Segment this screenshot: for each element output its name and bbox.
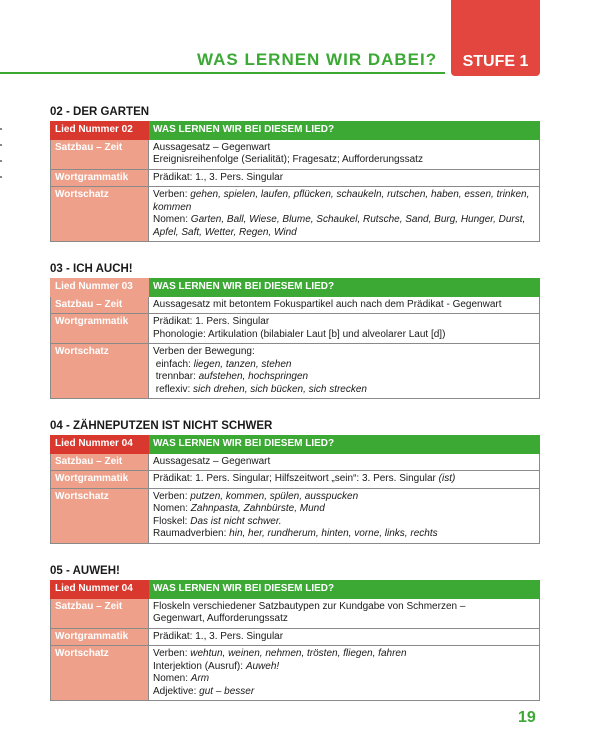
row-label-wortschatz: Wortschatz bbox=[51, 344, 149, 399]
row-label-satzbau: Satzbau – Zeit bbox=[51, 598, 149, 628]
wortschatz-value: Verben der Bewegung: einfach: liegen, tanzen, stehen trennbar: aufstehen, hochspringen reflexiv: sich drehen, sich bücken, sich strecken bbox=[149, 344, 540, 399]
stufe-badge bbox=[451, 0, 540, 76]
wortschatz-value: Verben: wehtun, weinen, nehmen, trösten, fliegen, fahren Interjektion (Ausruf): Auweh! Nomen: Arm Adjektive: gut – besser bbox=[149, 646, 540, 701]
section-title: 05 - AUWEH! bbox=[50, 565, 120, 577]
row-label-wortgrammatik: Wortgrammatik bbox=[51, 471, 149, 489]
wortschatz-value: Verben: putzen, kommen, spülen, ausspucken Nomen: Zahnpasta, Zahnbürste, Mund Floskel: Das ist nicht schwer. Raumadverbien: hin, her, rundherum, hinten, vorne, links, rechts bbox=[149, 488, 540, 543]
row-label-satzbau: Satzbau – Zeit bbox=[51, 296, 149, 314]
stufe-label: STUFE 1 bbox=[462, 53, 529, 70]
lied-number: Lied Nummer 02 bbox=[51, 122, 149, 140]
satzbau-value: Aussagesatz – Gegenwart Ereignisreihenfolge (Serialität); Fragesatz; Aufforderungssatz bbox=[149, 139, 540, 169]
row-label-satzbau: Satzbau – Zeit bbox=[51, 139, 149, 169]
lesson-table bbox=[50, 580, 540, 701]
wortgrammatik-value: Prädikat: 1. Pers. Singular; Hilfszeitwort „sein“: 3. Pers. Singular (ist) bbox=[149, 471, 540, 489]
section-title: 02 - DER GARTEN bbox=[50, 106, 150, 118]
section-title: 04 - ZÄHNEPUTZEN IST NICHT SCHWER bbox=[50, 420, 273, 432]
question-header: WAS LERNEN WIR BEI DIESEM LIED? bbox=[149, 122, 540, 140]
row-label-wortgrammatik: Wortgrammatik bbox=[51, 628, 149, 646]
question-header: WAS LERNEN WIR BEI DIESEM LIED? bbox=[149, 436, 540, 454]
section-02 bbox=[50, 106, 540, 242]
wortgrammatik-value: Prädikat: 1. Pers. Singular Phonologie: Artikulation (bilabialer Laut [b] und alveolarer Laut [d]) bbox=[149, 314, 540, 344]
lied-number: Lied Nummer 03 bbox=[51, 279, 149, 297]
question-header: WAS LERNEN WIR BEI DIESEM LIED? bbox=[149, 279, 540, 297]
row-label-wortgrammatik: Wortgrammatik bbox=[51, 169, 149, 187]
lesson-table bbox=[50, 278, 540, 399]
row-label-satzbau: Satzbau – Zeit bbox=[51, 453, 149, 471]
row-label-wortgrammatik: Wortgrammatik bbox=[51, 314, 149, 344]
wortgrammatik-value: Prädikat: 1., 3. Pers. Singular bbox=[149, 628, 540, 646]
header-rule bbox=[0, 72, 445, 74]
section-05 bbox=[50, 565, 540, 701]
question-header: WAS LERNEN WIR BEI DIESEM LIED? bbox=[149, 581, 540, 599]
page-number: 19 bbox=[518, 709, 536, 726]
satzbau-value: Aussagesatz mit betontem Fokuspartikel auch nach dem Prädikat - Gegenwart bbox=[149, 296, 540, 314]
section-title: 03 - ICH AUCH! bbox=[50, 263, 133, 275]
lied-number: Lied Nummer 04 bbox=[51, 436, 149, 454]
lesson-table bbox=[50, 435, 540, 544]
page-header-title: WAS LERNEN WIR DABEI? bbox=[197, 50, 438, 69]
margin-dots bbox=[0, 128, 2, 188]
row-label-wortschatz: Wortschatz bbox=[51, 646, 149, 701]
satzbau-value: Floskeln verschiedener Satzbautypen zur Kundgabe von Schmerzen – Gegenwart, Aufforderungssatz bbox=[149, 598, 540, 628]
lesson-table bbox=[50, 121, 540, 242]
row-label-wortschatz: Wortschatz bbox=[51, 187, 149, 242]
wortschatz-value: Verben: gehen, spielen, laufen, pflücken, schaukeln, rutschen, haben, essen, trinken, kommen Nomen: Garten, Ball, Wiese, Blume, Schaukel, Rutsche, Sand, Burg, Hunger, Durst, Apfel, Saft, Wetter, Regen, Wind bbox=[149, 187, 540, 242]
row-label-wortschatz: Wortschatz bbox=[51, 488, 149, 543]
section-04 bbox=[50, 420, 540, 544]
satzbau-value: Aussagesatz – Gegenwart bbox=[149, 453, 540, 471]
section-03 bbox=[50, 263, 540, 399]
wortgrammatik-value: Prädikat: 1., 3. Pers. Singular bbox=[149, 169, 540, 187]
lied-number: Lied Nummer 04 bbox=[51, 581, 149, 599]
